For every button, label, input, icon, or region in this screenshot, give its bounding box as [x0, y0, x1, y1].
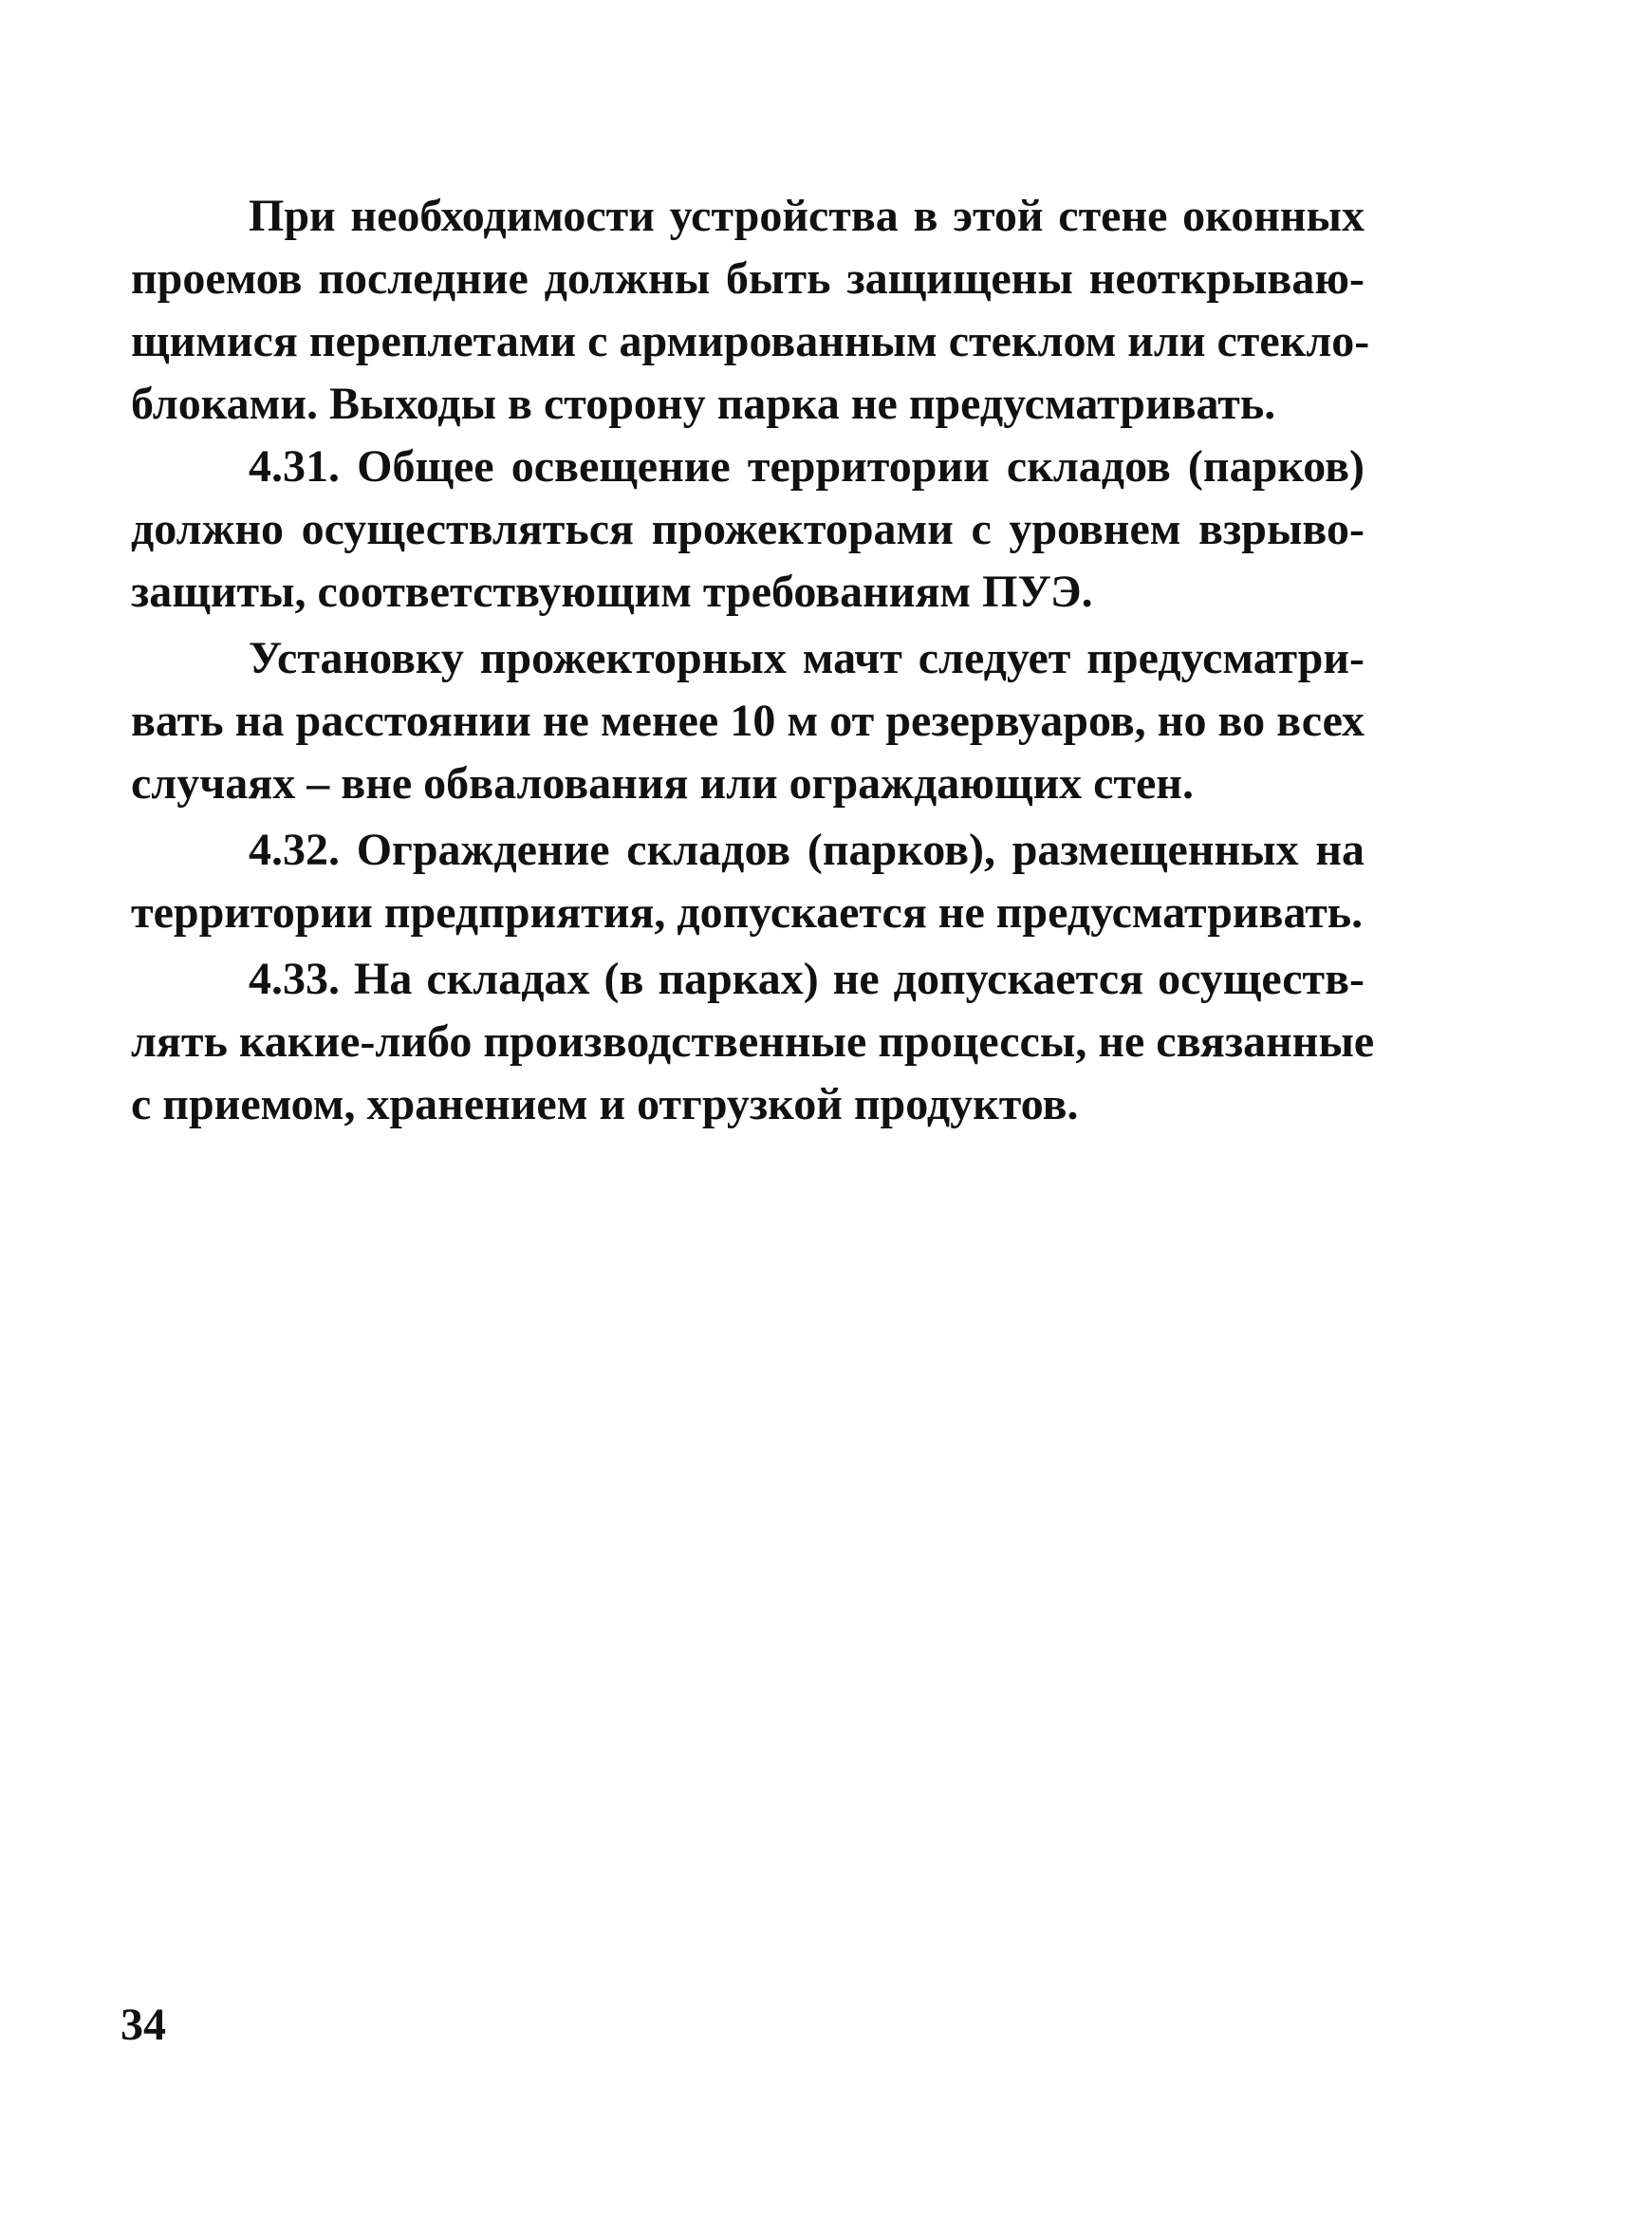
text-line: 4.33. На складах (в парках) не допускается осуществ- — [249, 954, 1364, 1004]
text-line: блоками. Выходы в сторону парка не предусматривать. — [131, 379, 1276, 429]
page-number: 34 — [121, 2000, 166, 2050]
text-line: вать на расстоянии не менее 10 м от резервуаров, но во всех — [131, 696, 1364, 746]
text-line: лять какие-либо производственные процессы, не связанные — [131, 1016, 1375, 1067]
text-line: При необходимости устройства в этой стене оконных — [249, 191, 1364, 241]
text-line: Установку прожекторных мачт следует предусматри- — [249, 633, 1364, 683]
paragraph-4-31 — [131, 436, 1364, 624]
text-line: с приемом, хранением и отгрузкой продуктов. — [131, 1079, 1079, 1129]
paragraph-floodlight-masts — [131, 627, 1364, 815]
text-line: территории предприятия, допускается не предусматривать. — [131, 887, 1364, 938]
text-line: 4.32. Ограждение складов (парков), размещенных на — [249, 825, 1364, 875]
paragraph-4-33 — [131, 948, 1375, 1136]
paragraph-window-openings — [131, 185, 1370, 436]
text-line: должно осуществляться прожекторами с уровнем взрыво- — [131, 504, 1364, 554]
text-line: проемов последние должны быть защищены неоткрываю- — [131, 253, 1364, 304]
body-text — [131, 185, 1375, 1136]
text-line: защиты, соответствующим требованиям ПУЭ. — [131, 567, 1093, 617]
paragraph-4-32 — [131, 819, 1364, 944]
text-line: 4.31. Общее освещение территории складов (парков) — [249, 441, 1364, 492]
text-line: случаях – вне обвалования или ограждающих стен. — [131, 758, 1194, 809]
text-line: щимися переплетами с армированным стеклом или стекло- — [131, 316, 1370, 366]
